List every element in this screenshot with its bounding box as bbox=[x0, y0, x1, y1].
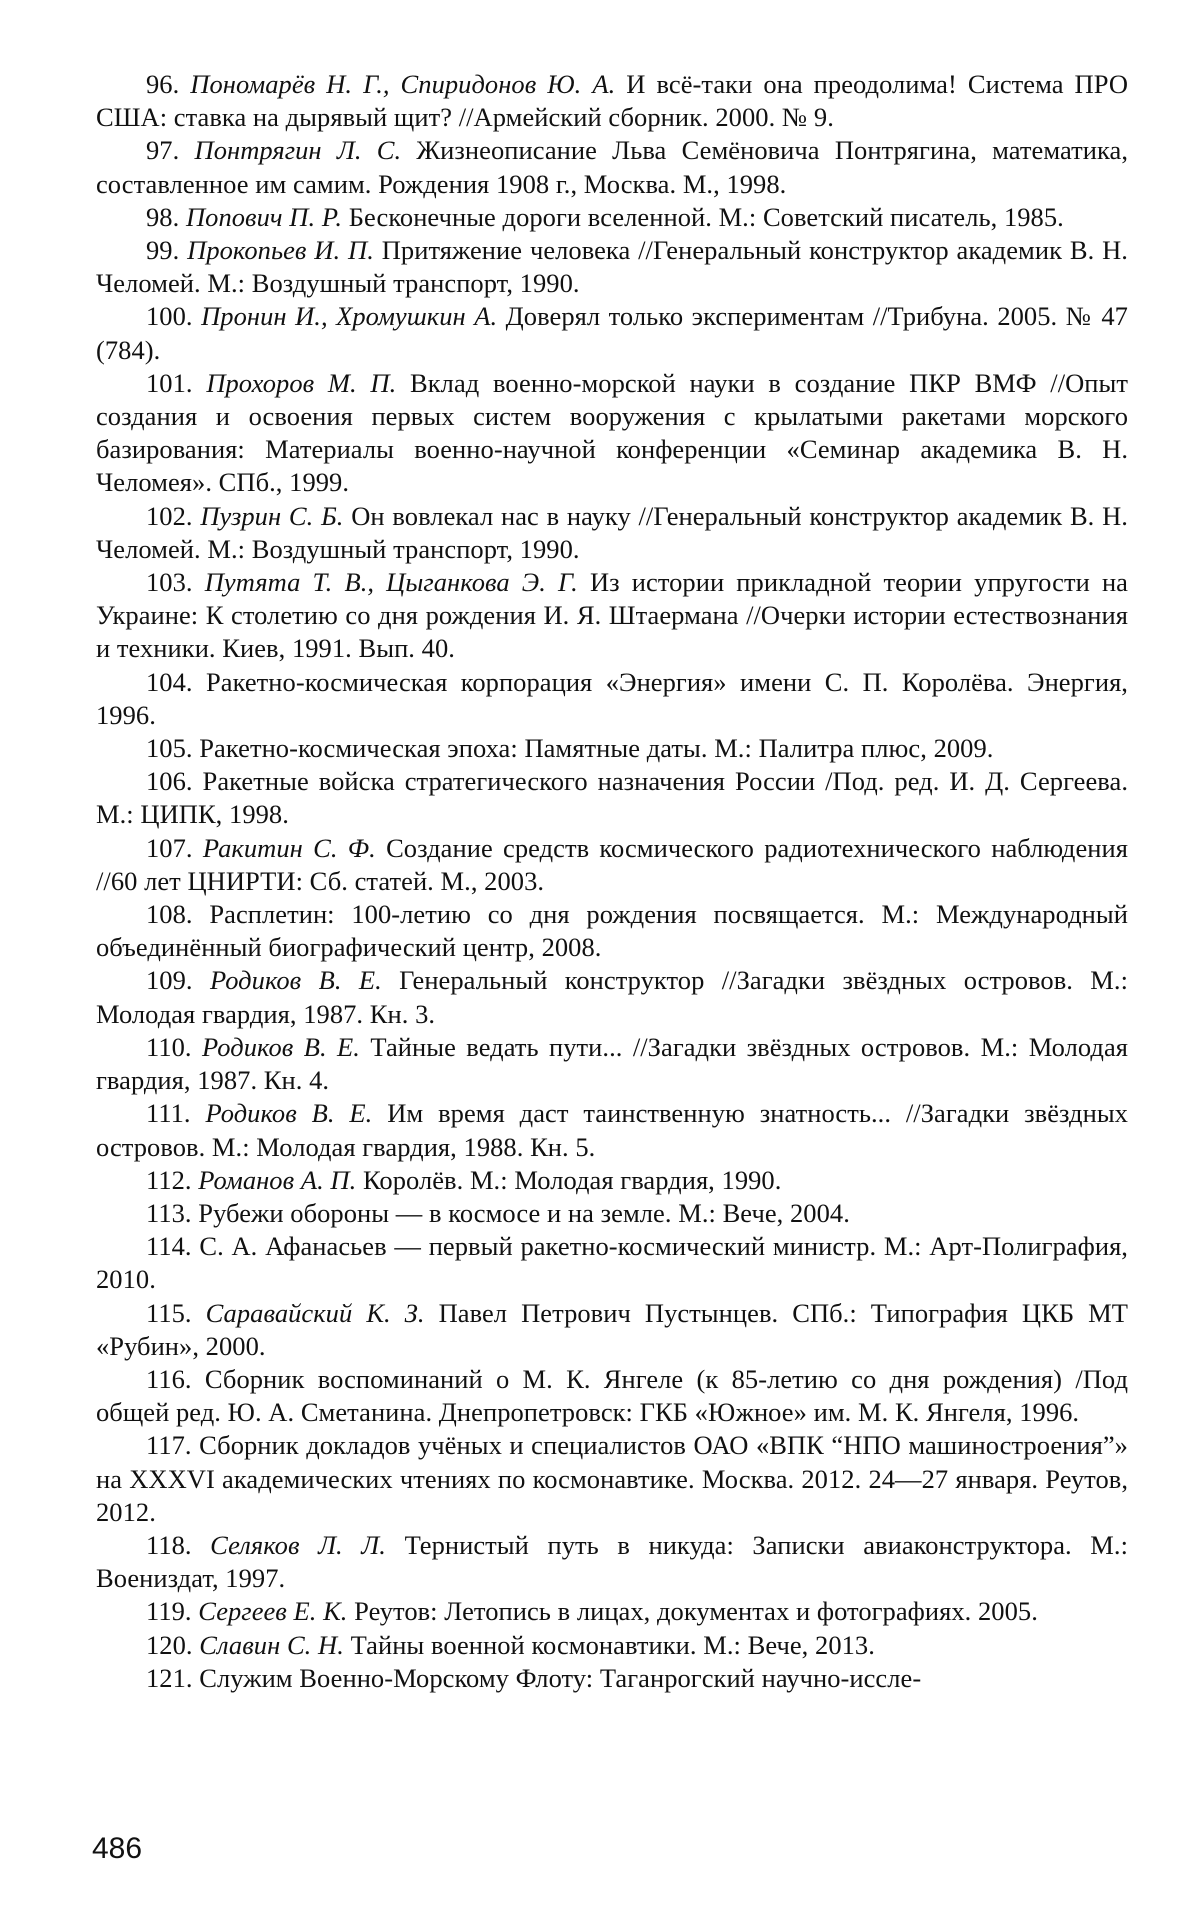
entry-number: 103. bbox=[146, 567, 193, 598]
bibliography-entry-104 bbox=[96, 666, 1128, 732]
entry-author: Селяков Л. Л. bbox=[210, 1529, 386, 1560]
entry-number: 119. bbox=[146, 1596, 192, 1627]
entry-number: 99. bbox=[146, 235, 180, 266]
bibliography-entry-115 bbox=[96, 1297, 1128, 1363]
entry-number: 121. bbox=[146, 1662, 193, 1693]
entry-text: Сборник воспоминаний о М. К. Янгеле (к 85-летию со дня рождения) /Под общей ред. Ю. А. Сметанина. Днепропетровск: ГКБ «Южное» им. М. К. Янгеля, 1996. bbox=[96, 1363, 1128, 1428]
entry-text: Создание средств космического радиотехнического наблюдения //60 лет ЦНИРТИ: Сб. статей. М., 2003. bbox=[96, 832, 1128, 896]
entry-text: И всё-таки она преодолима! Система ПРО США: ставка на дырявый щит? //Армейский сборник. 2000. № 9. bbox=[96, 69, 1129, 133]
entry-author: Понтрягин Л. С. bbox=[194, 135, 402, 166]
bibliography-entry-100 bbox=[96, 300, 1128, 366]
entry-text: Служим Военно-Морскому Флоту: Таганрогский научно-иссле- bbox=[199, 1662, 922, 1693]
entry-number: 113. bbox=[146, 1197, 192, 1228]
entry-number: 107. bbox=[146, 832, 193, 863]
bibliography-entry-98 bbox=[96, 201, 1128, 234]
entry-number: 117. bbox=[146, 1430, 192, 1461]
entry-text: Сборник докладов учёных и специалистов ОАО «ВПК “НПО машиностроения”» на XXXVI академических чтениях по космонавтике. Москва. 2012. 24—27 января. Реутов, 2012. bbox=[96, 1430, 1128, 1527]
bibliography-entry-101 bbox=[96, 367, 1128, 500]
entry-author: Прохоров М. П. bbox=[206, 367, 397, 398]
entry-number: 110. bbox=[146, 1031, 192, 1062]
entry-number: 96. bbox=[146, 69, 180, 99]
bibliography-entry-102 bbox=[96, 500, 1128, 566]
entry-number: 109. bbox=[146, 965, 193, 996]
entry-author: Пономарёв Н. Г., Спиридонов Ю. А. bbox=[190, 69, 616, 99]
bibliography-entry-116 bbox=[96, 1363, 1128, 1429]
entry-number: 115. bbox=[146, 1297, 192, 1328]
entry-author: Путята Т. В., Цыганкова Э. Г. bbox=[204, 567, 578, 598]
entry-text: Вклад военно-морской науки в создание ПКР ВМФ //Опыт создания и освоения первых систем вооружения с крылатыми ракетами морского базирования: Материалы военно-научной конференции «Семинар академика В. Н. Челомея». СПб., 1999. bbox=[96, 367, 1129, 498]
bibliography-entry-110 bbox=[96, 1031, 1128, 1097]
entry-author: Славин С. Н. bbox=[199, 1629, 344, 1660]
entry-number: 111. bbox=[146, 1098, 191, 1129]
entry-text: Расплетин: 100-летию со дня рождения посвящается. М.: Международный объединённый биографический центр, 2008. bbox=[96, 899, 1128, 963]
bibliography-entry-96 bbox=[96, 68, 1128, 134]
entry-text: Из истории прикладной теории упругости на Украине: К столетию со дня рождения И. Я. Штаермана //Очерки истории естествознания и техники. Киев, 1991. Вып. 40. bbox=[96, 567, 1128, 664]
entry-text: Генеральный конструктор //Загадки звёздных островов. М.: Молодая гвардия, 1987. Кн. 3. bbox=[96, 965, 1129, 1029]
bibliography-entry-121 bbox=[96, 1662, 1128, 1695]
entry-text: Реутов: Летопись в лицах, документах и фотографиях. 2005. bbox=[354, 1596, 1038, 1627]
entry-text: Тернистый путь в никуда: Записки авиаконструктора. М.: Воениздат, 1997. bbox=[96, 1529, 1128, 1594]
entry-author: Саравайский К. З. bbox=[205, 1297, 425, 1328]
entry-text: Тайные ведать пути... //Загадки звёздных островов. М.: Молодая гвардия, 1987. Кн. 4. bbox=[96, 1031, 1128, 1096]
entry-author: Попович П. Р. bbox=[185, 201, 343, 232]
entry-author: Романов А. П. bbox=[198, 1164, 357, 1195]
page-number: 486 bbox=[92, 1832, 143, 1865]
entry-number: 102. bbox=[146, 500, 193, 531]
bibliography-entry-99 bbox=[96, 234, 1128, 300]
entry-text: Ракетные войска стратегического назначения России /Под. ред. И. Д. Сергеева. М.: ЦИПК, 1998. bbox=[96, 766, 1128, 830]
entry-author: Сергеев Е. К. bbox=[198, 1596, 348, 1627]
bibliography-entry-111 bbox=[96, 1097, 1128, 1163]
entry-author: Ракитин С. Ф. bbox=[202, 832, 376, 863]
entry-number: 98. bbox=[146, 201, 180, 232]
bibliography-entry-106 bbox=[96, 765, 1128, 831]
bibliography-entry-107 bbox=[96, 832, 1128, 898]
entry-number: 108. bbox=[146, 899, 193, 930]
bibliography-entry-119 bbox=[96, 1595, 1128, 1628]
bibliography-entry-108 bbox=[96, 898, 1128, 964]
bibliography-entry-105 bbox=[96, 732, 1128, 765]
entry-text: Королёв. М.: Молодая гвардия, 1990. bbox=[362, 1164, 782, 1195]
entry-number: 114. bbox=[146, 1231, 192, 1262]
entry-number: 100. bbox=[146, 301, 193, 332]
entry-number: 101. bbox=[146, 367, 193, 398]
entry-text: Рубежи обороны — в космосе и на земле. М.: Вече, 2004. bbox=[198, 1197, 850, 1228]
entry-text: Ракетно-космическая эпоха: Памятные даты. М.: Палитра плюс, 2009. bbox=[199, 733, 994, 764]
bibliography-entry-114 bbox=[96, 1230, 1128, 1296]
entry-text: С. А. Афанасьев — первый ракетно-космический министр. М.: Арт-Полиграфия, 2010. bbox=[96, 1231, 1128, 1295]
entry-number: 105. bbox=[146, 733, 193, 764]
bibliography-entry-97 bbox=[96, 134, 1128, 200]
entry-text: Доверял только экспериментам //Трибуна. 2005. № 47 (784). bbox=[96, 301, 1128, 365]
entry-text: Ракетно-космическая корпорация «Энергия» имени С. П. Королёва. Энергия, 1996. bbox=[96, 666, 1128, 730]
bibliography-entry-118 bbox=[96, 1529, 1128, 1595]
entry-text: Притяжение человека //Генеральный конструктор академик В. Н. Челомей. М.: Воздушный транспорт, 1990. bbox=[96, 235, 1128, 299]
entry-number: 120. bbox=[146, 1629, 193, 1660]
entry-text: Тайны военной космонавтики. М.: Вече, 2013. bbox=[350, 1629, 875, 1660]
entry-text: Павел Петрович Пустынцев. СПб.: Типография ЦКБ МТ «Рубин», 2000. bbox=[96, 1297, 1128, 1361]
bibliography-entry-117 bbox=[96, 1429, 1128, 1529]
entry-text: Он вовлекал нас в науку //Генеральный конструктор академик В. Н. Челомей. М.: Воздушный транспорт, 1990. bbox=[96, 500, 1128, 564]
bibliography-entry-120 bbox=[96, 1629, 1128, 1662]
entry-text: Им время даст таинственную знатность... //Загадки звёздных островов. М.: Молодая гвардия, 1988. Кн. 5. bbox=[96, 1098, 1128, 1162]
entry-author: Родиков В. Е. bbox=[202, 1031, 360, 1062]
bibliography-entry-113 bbox=[96, 1197, 1128, 1230]
entry-author: Родиков В. Е. bbox=[209, 965, 382, 996]
bibliography-list bbox=[96, 68, 1128, 1695]
entry-author: Пузрин С. Б. bbox=[200, 500, 344, 531]
entry-number: 97. bbox=[146, 135, 180, 166]
entry-author: Пронин И., Хромушкин А. bbox=[201, 301, 498, 332]
entry-number: 118. bbox=[146, 1529, 192, 1560]
bibliography-entry-103 bbox=[96, 566, 1128, 666]
entry-text: Бесконечные дороги вселенной. М.: Советский писатель, 1985. bbox=[348, 201, 1064, 232]
bibliography-entry-112 bbox=[96, 1164, 1128, 1197]
entry-author: Прокопьев И. П. bbox=[187, 235, 374, 266]
entry-number: 106. bbox=[146, 766, 193, 797]
entry-number: 116. bbox=[146, 1363, 192, 1394]
entry-number: 112. bbox=[146, 1164, 192, 1195]
bibliography-entry-109 bbox=[96, 964, 1128, 1030]
entry-text: Жизнеописание Льва Семёновича Понтрягина, математика, составленное им самим. Рождения 1908 г., Москва. М., 1998. bbox=[96, 135, 1128, 199]
entry-author: Родиков В. Е. bbox=[205, 1098, 373, 1129]
entry-number: 104. bbox=[146, 666, 193, 697]
